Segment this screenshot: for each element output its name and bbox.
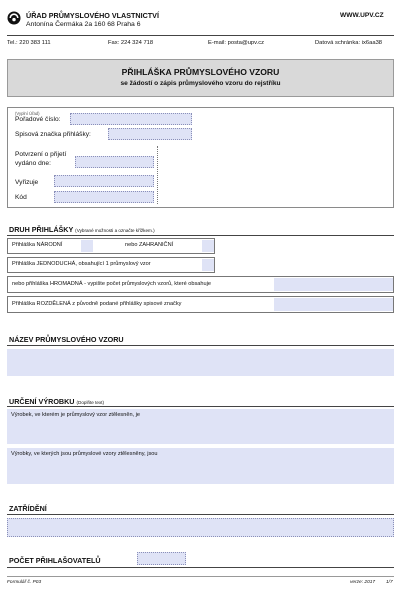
product-note: (Doplňte text) (76, 400, 105, 405)
divided-reference-field[interactable] (274, 298, 393, 311)
product-single-label: Výrobek, ve kterém je průmyslový vzor ztělesněn, je (11, 412, 141, 418)
header-rule (7, 35, 394, 36)
title-band (7, 59, 394, 97)
product-rule (7, 406, 394, 407)
form-title: PŘIHLÁŠKA PRŮMYSLOVÉHO VZORU (121, 67, 280, 77)
office-address: Antonína Čermáka 2a 160 68 Praha 6 (26, 21, 141, 28)
design-name-field[interactable] (7, 349, 394, 376)
phone: Tel.: 220 383 111 (7, 40, 51, 46)
code-field[interactable] (54, 191, 154, 203)
page-number: 1/7 (386, 580, 393, 585)
product-title: URČENÍ VÝROBKU (Doplňte text) (9, 397, 105, 406)
receipt-label-line1: Potvrzení o přijetí (15, 151, 67, 158)
stamp-area-divider (157, 146, 158, 204)
office-website[interactable]: WWW.UPV.CZ (340, 12, 384, 19)
office-name: ÚŘAD PRŮMYSLOVÉHO VLASTNICTVÍ (26, 11, 159, 20)
national-label: Přihláška NÁRODNÍ (12, 242, 63, 248)
foreign-label: nebo ZAHRANIČNÍ (125, 242, 174, 248)
order-number-field[interactable] (70, 113, 192, 125)
application-type-rule (7, 235, 394, 236)
fax: Fax: 224 324 718 (108, 40, 154, 46)
applicants-count-title: POČET PŘIHLAŠOVATELŮ (9, 556, 101, 565)
footer-rule (7, 576, 394, 577)
applicants-rule (7, 567, 394, 568)
multiple-count-field[interactable] (274, 278, 393, 291)
design-name-rule (7, 345, 394, 346)
form-number: Formulář č. P03 (7, 580, 42, 585)
file-reference-field[interactable] (108, 128, 192, 140)
classification-field[interactable] (7, 518, 394, 537)
applicants-count-field[interactable] (137, 552, 186, 565)
office-use-caption: (Vyplní Úřad) (15, 111, 40, 116)
classification-rule (7, 514, 394, 515)
handled-by-field[interactable] (54, 175, 154, 187)
handled-by-label: Vyřizuje (15, 179, 39, 186)
multiple-label: nebo přihláška HROMADNÁ - vypište počet průmyslových vzorů, které obsahuje (12, 281, 211, 287)
receipt-date-field[interactable] (75, 156, 154, 168)
national-checkbox[interactable] (81, 240, 93, 252)
design-name-title: NÁZEV PRŮMYSLOVÉHO VZORU (9, 335, 124, 344)
application-type-note: (Vybrané možnosti a označte křížkem.) (75, 228, 155, 233)
product-multiple-label: Výrobky, ve kterých jsou průmyslové vzory ztělesněny, jsou (11, 451, 158, 457)
file-reference-label: Spisová značka přihlášky: (15, 131, 91, 138)
single-checkbox[interactable] (202, 259, 214, 271)
receipt-label-line2: vydáno dne: (15, 160, 51, 167)
application-type-title: DRUH PŘIHLÁŠKY (Vybrané možnosti a označte křížkem.) (9, 225, 155, 234)
code-label: Kód (15, 194, 27, 201)
upv-emblem-icon (7, 11, 21, 25)
classification-title: ZATŘÍDĚNÍ (9, 504, 47, 513)
single-label: Přihláška JEDNODUCHÁ, obsahující 1 průmyslový vzor (12, 261, 151, 267)
email[interactable]: E-mail: posta@upv.cz (208, 40, 265, 46)
divided-label: Přihláška ROZDĚLENÁ z původně podané přihlášky spisové značky (12, 301, 182, 307)
form-version: verze: 2017 (350, 580, 376, 585)
form-subtitle: se žádostí o zápis průmyslového vzoru do rejstříku (120, 80, 281, 87)
databox: Datová schránka: ix6aa38 (315, 40, 383, 46)
order-number-label: Pořadové číslo: (15, 116, 61, 123)
foreign-checkbox[interactable] (202, 240, 214, 252)
